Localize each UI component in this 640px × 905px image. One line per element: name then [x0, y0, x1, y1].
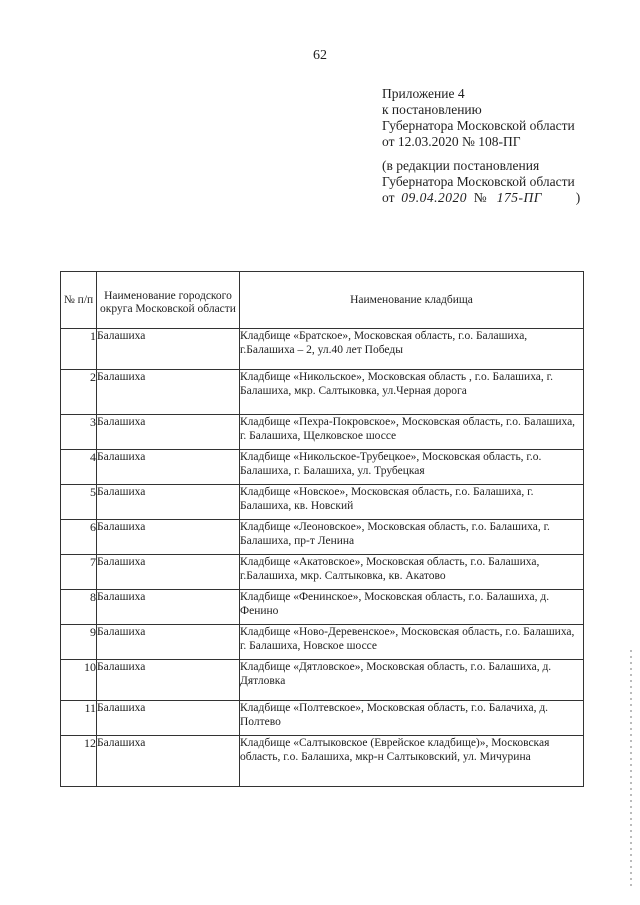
- row-number: 8: [61, 590, 97, 625]
- table-row: [61, 625, 584, 660]
- table-row: [61, 370, 584, 415]
- row-cemetery: Кладбище «Фенинское», Московская область, г.о. Балашиха, д. Фенино: [240, 590, 584, 625]
- row-cemetery: Кладбище «Новское», Московская область, г.о. Балашиха, г. Балашиха, кв. Новский: [240, 485, 584, 520]
- page-number: 62: [313, 48, 327, 63]
- row-district: Балашиха: [97, 485, 240, 520]
- row-number: 5: [61, 485, 97, 520]
- row-number: 2: [61, 370, 97, 415]
- row-number: 3: [61, 415, 97, 450]
- row-cemetery: Кладбище «Никольское-Трубецкое», Московская область, г.о. Балашиха, г. Балашиха, ул. Трубецкая: [240, 450, 584, 485]
- table-row: [61, 701, 584, 736]
- table-row: [61, 329, 584, 370]
- scan-edge-marks: [630, 650, 632, 890]
- row-number: 4: [61, 450, 97, 485]
- row-number: 11: [61, 701, 97, 736]
- table-row: [61, 520, 584, 555]
- row-district: Балашиха: [97, 625, 240, 660]
- row-district: Балашиха: [97, 555, 240, 590]
- table-row: [61, 555, 584, 590]
- row-district: Балашиха: [97, 329, 240, 370]
- table-row: [61, 485, 584, 520]
- row-district: Балашиха: [97, 660, 240, 701]
- row-number: 9: [61, 625, 97, 660]
- row-cemetery: Кладбище «Никольское», Московская область , г.о. Балашиха, г. Балашиха, мкр. Салтыковка, ул.Черная дорога: [240, 370, 584, 415]
- amendment-date: 09.04.2020: [401, 190, 467, 205]
- row-cemetery: Кладбище «Леоновское», Московская область, г.о. Балашиха, г. Балашиха, пр-т Ленина: [240, 520, 584, 555]
- row-district: Балашиха: [97, 415, 240, 450]
- row-number: 6: [61, 520, 97, 555]
- row-number: 12: [61, 736, 97, 787]
- amendment-number-prefix: №: [473, 190, 487, 205]
- row-district: Балашиха: [97, 520, 240, 555]
- amendment-number: 175-ПГ: [496, 190, 542, 205]
- row-number: 1: [61, 329, 97, 370]
- table-row: [61, 450, 584, 485]
- row-cemetery: Кладбище «Ново-Деревенское», Московская область, г.о. Балашиха, г. Балашиха, Новское шоссе: [240, 625, 584, 660]
- table-row: [61, 415, 584, 450]
- amendment-line: (в редакции постановления: [382, 158, 540, 173]
- row-cemetery: Кладбище «Братское», Московская область, г.о. Балашиха, г.Балашиха – 2, ул.40 лет Победы: [240, 329, 584, 370]
- table-row: [61, 736, 584, 787]
- appendix-line: от 12.03.2020 № 108-ПГ: [382, 134, 521, 149]
- row-number: 10: [61, 660, 97, 701]
- amendment-date-line: [382, 190, 632, 206]
- header-number: № п/п: [61, 272, 97, 329]
- row-district: Балашиха: [97, 450, 240, 485]
- row-cemetery: Кладбище «Акатовское», Московская область, г.о. Балашиха, г.Балашиха, мкр. Салтыковка, кв. Акатово: [240, 555, 584, 590]
- header-cemetery: Наименование кладбища: [240, 272, 584, 329]
- amendment-close: ): [575, 190, 581, 205]
- row-cemetery: Кладбище «Пехра-Покровское», Московская область, г.о. Балашиха, г. Балашиха, Щелковское шоссе: [240, 415, 584, 450]
- table-row: [61, 660, 584, 701]
- row-number: 7: [61, 555, 97, 590]
- appendix-line: Приложение 4: [382, 86, 465, 101]
- appendix-line: Губернатора Московской области: [382, 118, 575, 133]
- header-district: Наименование городского округа Московской области: [97, 272, 240, 329]
- row-cemetery: Кладбище «Полтевское», Московская область, г.о. Балачиха, д. Полтево: [240, 701, 584, 736]
- row-cemetery: Кладбище «Салтыковское (Еврейское кладбище)», Московская область, г.о. Балашиха, мкр-н Салтыковский, ул. Мичурина: [240, 736, 584, 787]
- row-district: Балашиха: [97, 736, 240, 787]
- row-district: Балашиха: [97, 701, 240, 736]
- cemetery-table: [60, 271, 584, 787]
- row-district: Балашиха: [97, 590, 240, 625]
- table-row: [61, 590, 584, 625]
- row-cemetery: Кладбище «Дятловское», Московская область, г.о. Балашиха, д. Дятловка: [240, 660, 584, 701]
- table-header-row: [61, 272, 584, 329]
- appendix-header: [382, 86, 632, 206]
- row-district: Балашиха: [97, 370, 240, 415]
- appendix-line: к постановлению: [382, 102, 482, 117]
- amendment-date-prefix: от: [382, 190, 395, 205]
- amendment-line: Губернатора Московской области: [382, 174, 575, 189]
